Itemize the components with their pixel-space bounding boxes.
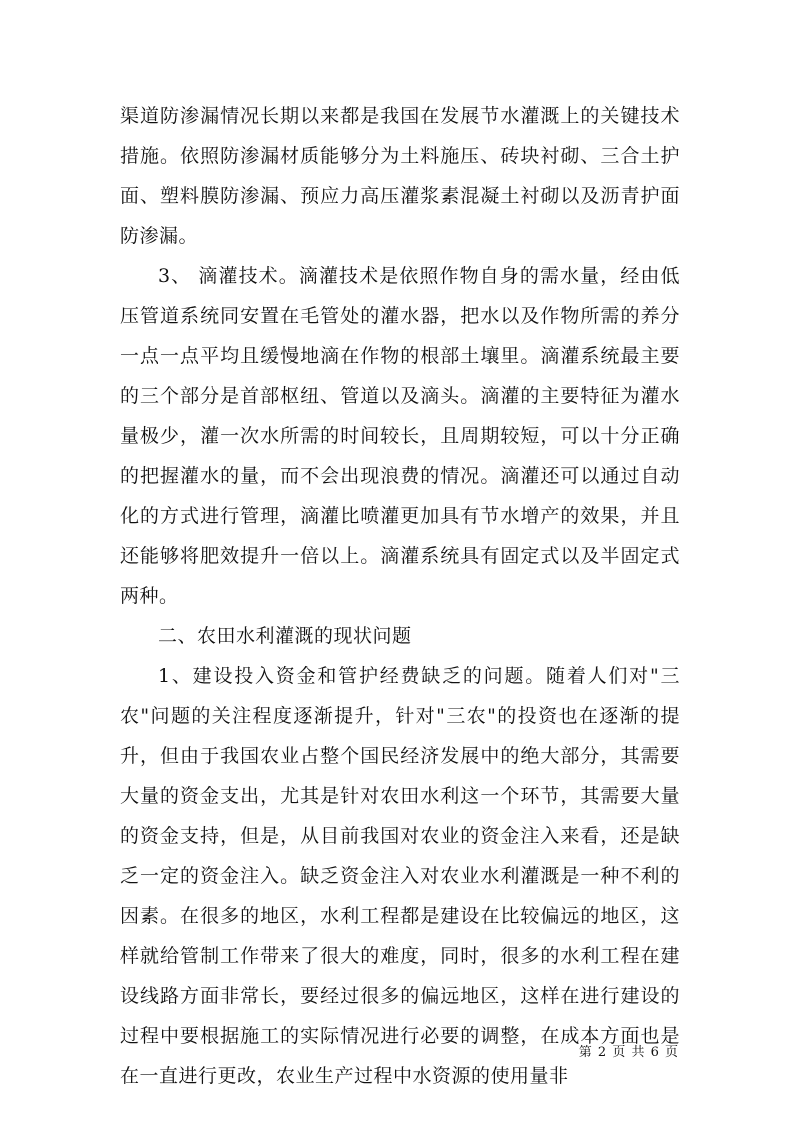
page-number-footer: 第 2 页 共 6 页 — [578, 1045, 679, 1060]
document-body — [120, 96, 680, 1096]
paragraph-seepage-prevention: 渠道防渗漏情况长期以来都是我国在发展节水灌溉上的关键技术措施。依照防渗漏材质能够分为土料施压、砖块衬砌、三合土护面、塑料膜防渗漏、预应力高压灌浆素混凝土衬砌以及沥青护面防渗漏。 — [120, 105, 680, 247]
paragraph-funding-shortage: 1、建设投入资金和管护经费缺乏的问题。随着人们对"三农"问题的关注程度逐渐提升，针对"三农"的投资也在逐渐的提升，但由于我国农业占整个国民经济发展中的绝大部分，其需要大量的资金支出，尤其是针对农田水利这一个环节，其需要大量的资金支持，但是，从目前我国对农业的资金注入来看，还是缺乏一定的资金注入。缺乏资金注入对农业水利灌溉是一种不利的因素。在很多的地区，水利工程都是建设在比较偏远的地区，这样就给管制工作带来了很大的难度，同时，很多的水利工程在建设线路方面非常长，要经过很多的偏远地区，这样在进行建设的过程中要根据施工的实际情况进行必要的调整，在成本方面也是在一直进行更改，农业生产过程中水资源的使用量非 — [120, 665, 680, 1087]
section-heading-current-problems: 二、农田水利灌溉的现状问题 — [158, 625, 412, 647]
paragraph-drip-irrigation: 3、 滴灌技术。滴灌技术是依照作物自身的需水量，经由低压管道系统同安置在毛管处的灌水器，把水以及作物所需的养分一点一点平均且缓慢地滴在作物的根部土壤里。滴灌系统最主要的三个部分是首部枢纽、管道以及滴头。滴灌的主要特征为灌水量极少，灌一次水所需的时间较长，且周期较短，可以十分正确的把握灌水的量，而不会出现浪费的情况。滴灌还可以通过自动化的方式进行管理，滴灌比喷灌更加具有节水增产的效果，并且还能够将肥效提升一倍以上。滴灌系统具有固定式以及半固定式两种。 — [120, 265, 680, 607]
